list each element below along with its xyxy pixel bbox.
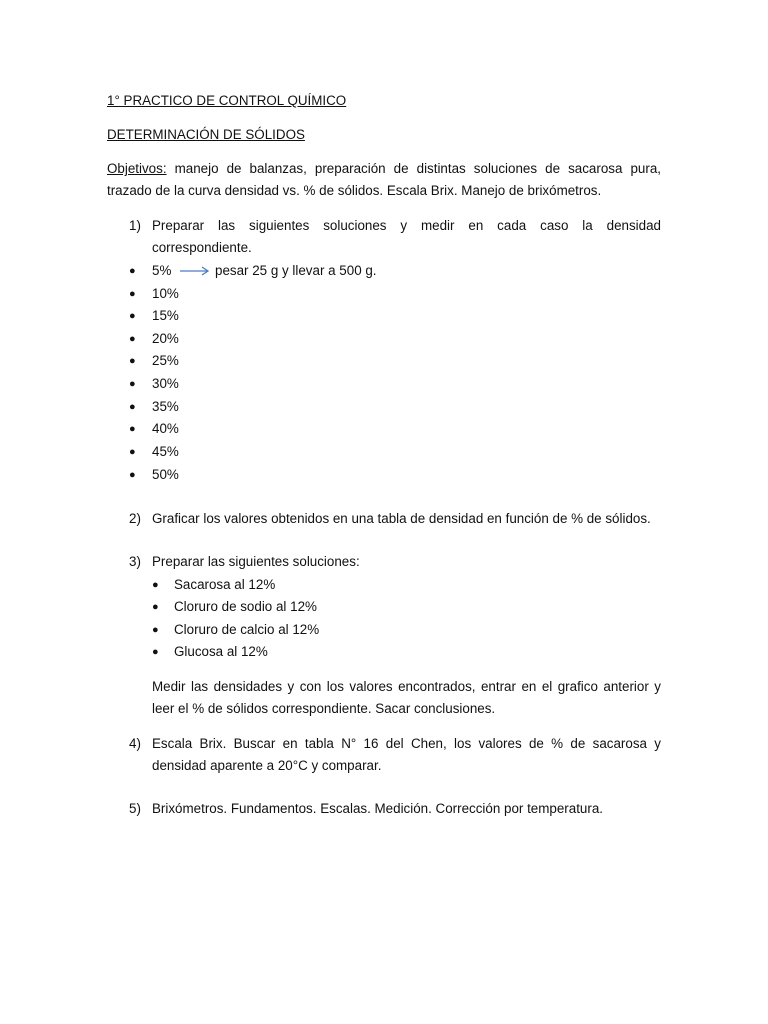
objectives-paragraph	[107, 158, 661, 202]
bullet-glyph: ●	[129, 288, 136, 300]
concentration-5: 5%	[152, 263, 172, 278]
concentration-40: 40%	[152, 421, 179, 436]
objectives-text: manejo de balanzas, preparación de distintas soluciones de sacarosa pura, trazado de la curva densidad vs. % de sólidos. Escala Brix. Manejo de brixómetros.	[107, 161, 661, 198]
solution-cloruro-calcio: Cloruro de calcio al 12%	[174, 622, 320, 637]
item-4-number: 4)	[129, 736, 141, 751]
concentration-10: 10%	[152, 286, 179, 301]
solution-sacarosa: Sacarosa al 12%	[174, 577, 276, 592]
bullet-glyph: ●	[129, 378, 136, 390]
concentration-50: 50%	[152, 467, 179, 482]
item-3-note: Medir las densidades y con los valores encontrados, entrar en el grafico anterior y leer el % de sólidos correspondiente. Sacar conclusiones.	[152, 679, 661, 716]
item-3-text: Preparar las siguientes soluciones:	[152, 554, 360, 569]
bullet-glyph: ●	[129, 310, 136, 322]
bullet-glyph: ●	[129, 265, 136, 277]
bullet-glyph: ●	[129, 333, 136, 345]
item-5-text: Brixómetros. Fundamentos. Escalas. Medición. Corrección por temperatura.	[152, 801, 604, 816]
item-2-text: Graficar los valores obtenidos en una tabla de densidad en función de % de sólidos.	[152, 511, 651, 526]
concentration-20: 20%	[152, 331, 179, 346]
bullet-glyph: ●	[152, 646, 159, 658]
solution-cloruro-sodio: Cloruro de sodio al 12%	[174, 599, 317, 614]
bullet-glyph: ●	[152, 601, 159, 613]
concentration-45: 45%	[152, 444, 179, 459]
item-1-number: 1)	[129, 218, 141, 233]
document-subtitle: DETERMINACIÓN DE SÓLIDOS	[107, 127, 305, 142]
arrow-right-icon	[180, 265, 210, 277]
bullet-glyph: ●	[129, 401, 136, 413]
bullet-glyph: ●	[129, 355, 136, 367]
concentration-35: 35%	[152, 399, 179, 414]
item-2-number: 2)	[129, 511, 141, 526]
bullet-note: pesar 25 g y llevar a 500 g.	[215, 263, 377, 278]
bullet-glyph: ●	[152, 579, 159, 591]
bullet-glyph: ●	[152, 624, 159, 636]
concentration-25: 25%	[152, 353, 179, 368]
objectives-label: Objetivos:	[107, 161, 167, 176]
item-1-text: Preparar las siguientes soluciones y medir en cada caso la densidad correspondiente.	[152, 218, 661, 255]
solution-glucosa: Glucosa al 12%	[174, 644, 268, 659]
item-3-number: 3)	[129, 554, 141, 569]
document-title: 1° PRACTICO DE CONTROL QUÍMICO	[107, 93, 347, 108]
item-4-text: Escala Brix. Buscar en tabla N° 16 del Chen, los valores de % de sacarosa y densidad aparente a 20°C y comparar.	[152, 736, 661, 773]
bullet-glyph: ●	[129, 446, 136, 458]
bullet-glyph: ●	[129, 469, 136, 481]
concentration-15: 15%	[152, 308, 179, 323]
item-5-number: 5)	[129, 801, 141, 816]
concentration-30: 30%	[152, 376, 179, 391]
bullet-glyph: ●	[129, 423, 136, 435]
